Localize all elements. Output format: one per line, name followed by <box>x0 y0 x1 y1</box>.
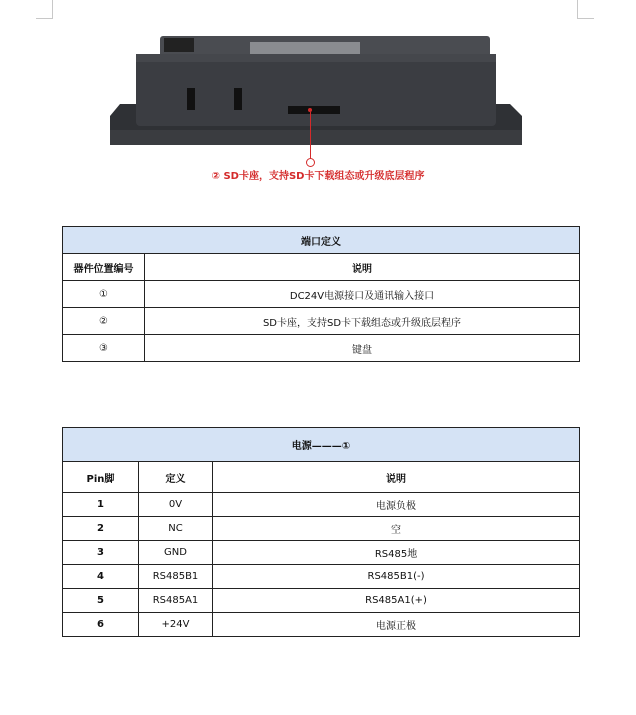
table-title: 电源———① <box>63 428 580 462</box>
table-row <box>63 308 580 335</box>
table-cell: 3 <box>63 541 139 565</box>
table-row <box>63 335 580 362</box>
table-cell: 1 <box>63 493 139 517</box>
table-cell: 5 <box>63 589 139 613</box>
column-header: 说明 <box>145 254 580 281</box>
table-cell: SD卡座，支持SD卡下载组态或升级底层程序 <box>145 308 580 335</box>
table-cell: 空 <box>213 517 580 541</box>
table-cell: ① <box>63 281 145 308</box>
callout-line <box>310 112 311 160</box>
table-row <box>63 589 580 613</box>
table-cell: RS485B1 <box>139 565 213 589</box>
table-row <box>63 281 580 308</box>
port-definition-table <box>62 226 580 362</box>
page-corner-mark <box>36 18 53 19</box>
table-cell: ② <box>63 308 145 335</box>
table-cell: NC <box>139 517 213 541</box>
power-pin-table <box>62 427 580 637</box>
table-cell: GND <box>139 541 213 565</box>
table-cell: 4 <box>63 565 139 589</box>
table-cell: RS485地 <box>213 541 580 565</box>
table-title: 端口定义 <box>63 227 580 254</box>
table-cell: DC24V电源接口及通讯输入接口 <box>145 281 580 308</box>
device-photo <box>100 20 530 155</box>
table-row <box>63 565 580 589</box>
table-cell: 2 <box>63 517 139 541</box>
table-row <box>63 517 580 541</box>
table-row <box>63 493 580 517</box>
page-corner-mark <box>577 18 594 19</box>
page-corner-mark <box>52 0 53 18</box>
table-cell: 0V <box>139 493 213 517</box>
table-cell: 键盘 <box>145 335 580 362</box>
table-cell: 6 <box>63 613 139 637</box>
table-cell: RS485B1(-) <box>213 565 580 589</box>
table-cell: RS485A1 <box>139 589 213 613</box>
table-cell: +24V <box>139 613 213 637</box>
page-corner-mark <box>577 0 578 18</box>
table-row <box>63 541 580 565</box>
column-header: Pin脚 <box>63 462 139 493</box>
table-row <box>63 613 580 637</box>
table-cell: RS485A1(+) <box>213 589 580 613</box>
sd-slot-callout: ② SD卡座，支持SD卡下载组态或升级底层程序 <box>211 171 425 182</box>
column-header: 定义 <box>139 462 213 493</box>
column-header: 器件位置编号 <box>63 254 145 281</box>
column-header: 说明 <box>213 462 580 493</box>
table-cell: ③ <box>63 335 145 362</box>
table-cell: 电源正极 <box>213 613 580 637</box>
table-cell: 电源负极 <box>213 493 580 517</box>
callout-marker <box>306 158 315 167</box>
